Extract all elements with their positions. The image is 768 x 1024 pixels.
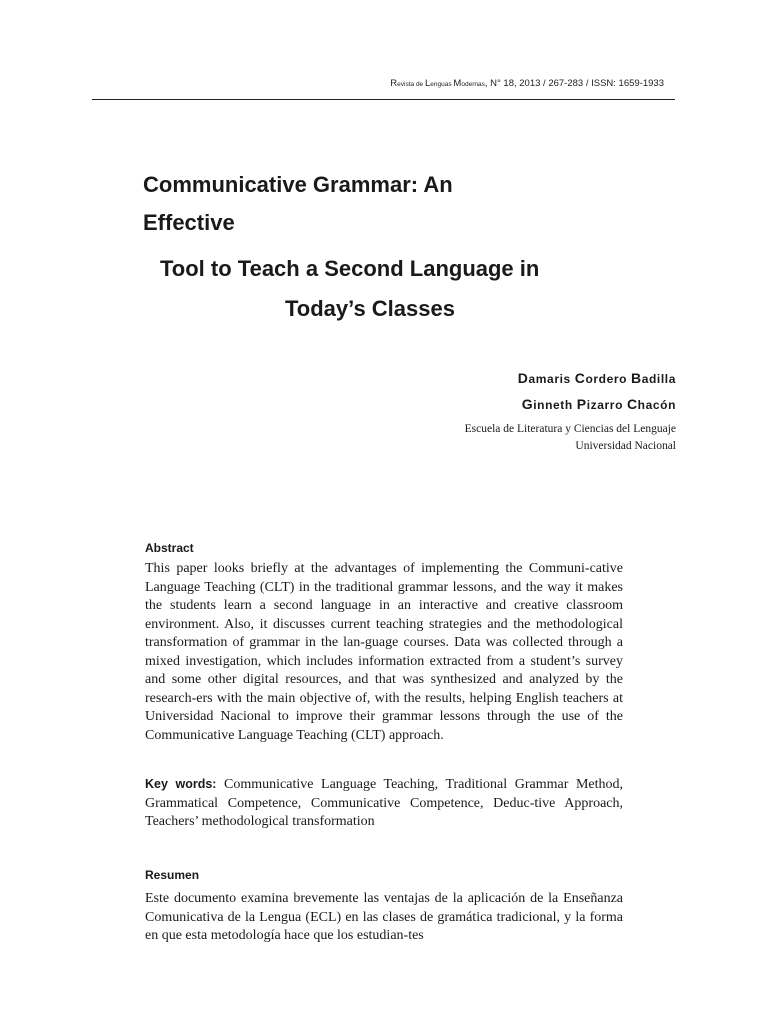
- author-initial: P: [576, 396, 587, 412]
- abstract-text: This paper looks briefly at the advantages of implementing the Communi-cative Language Teaching (CLT) in the traditional grammar lessons, and the way it makes the students learn a second language in an interactive and creative classroom environment. Also, it discusses current teaching strategies and the methodological transformation of grammar in the lan-guage courses. Data was collected through a mixed investigation, which includes information extracted from a student’s survey and some other digital resources, and that was synthesized and analyzed by the research-ers with the main objective of, with the results, helping English teachers at Universidad Nacional to improve their grammar lessons through the use of the Communicative Language Teaching (CLT) approach.: [145, 561, 623, 743]
- title-line: Tool to Teach a Second Language in: [160, 256, 540, 281]
- running-header: [0, 78, 664, 89]
- journal-name-rest: enguas: [430, 81, 454, 88]
- author-initial: D: [517, 370, 529, 386]
- resumen-text: Este documento examina brevemente las ventajas de la aplicación de la Enseñanza Comunicativa de la Lengua (ECL) en las clases de gramática tradicional, y la forma en que esta metodología hace que los estudian-tes: [145, 891, 623, 943]
- journal-name: [390, 78, 485, 89]
- journal-name-cap: R: [390, 78, 398, 89]
- header-divider: [92, 99, 675, 100]
- citation-info: , N° 18, 2013 / 267-283 / ISSN: 1659-1933: [484, 78, 664, 89]
- journal-name-cap: M: [453, 78, 462, 89]
- author-name: [522, 396, 676, 412]
- journal-name-rest: evista de: [397, 81, 425, 88]
- author-name: [518, 370, 676, 386]
- abstract-heading: Abstract: [145, 541, 194, 555]
- title-line: Today’s Classes: [285, 296, 455, 321]
- title-line: Communicative Grammar: An: [143, 172, 453, 197]
- journal-name-cap: L: [424, 78, 431, 89]
- keywords-label: Key words:: [145, 777, 217, 791]
- author-name-part: adilla: [641, 372, 676, 386]
- keywords-text: Communicative Language Teaching, Traditional Grammar Method, Grammatical Competence, Communicative Competence, Deduc-tive Approach, Teachers’ methodological transformation: [145, 777, 623, 829]
- author-name-part: hacón: [637, 398, 676, 412]
- author-initial: B: [631, 370, 642, 386]
- author-name-part: amaris: [528, 372, 575, 386]
- keywords-paragraph: [145, 775, 623, 832]
- title-line: Effective: [143, 210, 235, 235]
- resumen-heading: Resumen: [145, 868, 200, 882]
- author-initial: G: [521, 396, 534, 412]
- author-name-part: izarro: [586, 398, 627, 412]
- author-name-part: inneth: [533, 398, 577, 412]
- author-initial: C: [574, 370, 586, 386]
- author-name-part: ordero: [585, 372, 631, 386]
- journal-name-rest: odernas: [461, 81, 485, 88]
- author-initial: C: [626, 396, 638, 412]
- affiliation-school: Escuela de Literatura y Ciencias del Lenguaje: [464, 423, 676, 435]
- affiliation-university: Universidad Nacional: [575, 440, 676, 452]
